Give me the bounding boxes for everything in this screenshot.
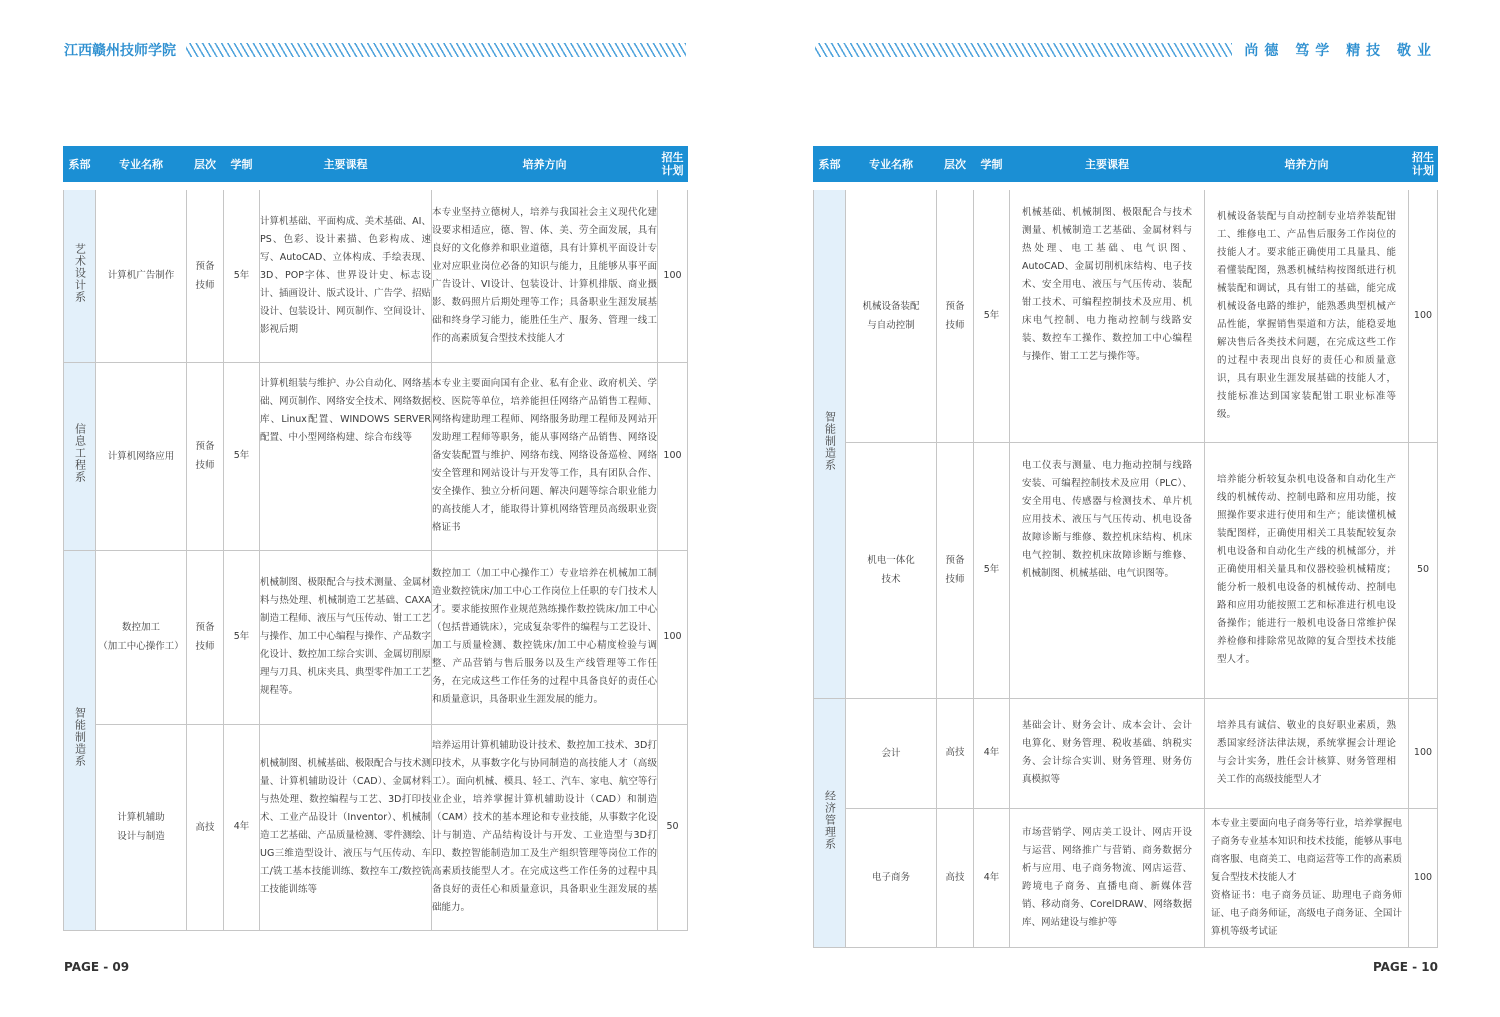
table-row [64,724,688,930]
years-cell: 5年 [974,442,1010,698]
col-header-dept: 系部 [64,146,96,186]
level-text: 预备技师 [195,622,215,652]
table-row [64,550,688,724]
table-row [814,186,1438,442]
left-program-table [63,146,688,931]
col-header-plan: 招生计划 [1409,146,1438,186]
direction-cell: 本专业主要面向电子商务等行业，培养掌握电子商务专业基本知识和技术技能，能够从事电商客服、电商美工、电商运营等工作的高素质复合型技术技能人才 资格证书：电子商务员证、助理电子商务师证、电子商务师证，高级电子商务证、全国计算机等级考试证 [1205,808,1409,947]
col-header-direction: 培养方向 [1205,146,1409,186]
dept-cell [814,698,846,947]
dept-cell [64,550,96,930]
table-header-row [814,146,1438,186]
direction-cell: 培养运用计算机辅助设计技术、数控加工技术、3D打印技术，从事数字化与协同制造的高技能人才（高级工）。面向机械、模具、轻工、汽车、家电、航空等行业企业，培养掌握计算机辅助设计（CAD）和制造（CAM）技术的基本理论和专业技能，从事数字化设计与制造、产品结构设计与开发、工业造型与3D打印、数控智能制造加工及生产组织管理等岗位工作的高素质技能型人才。在完成这些工作任务的过程中具备良好的责任心和质量意识，具备职业生涯发展的基础能力。 [432,724,658,930]
major-name: 计算机广告制作 [96,186,187,362]
major-name: 机械设备装配 与自动控制 [846,186,937,442]
courses-cell: 计算机组装与维护、办公自动化、网络基础、网页制作、网络安全技术、网络数据库、Linux配置、WINDOWS SERVER 配置、中小型网络构建、综合布线等 [260,362,432,550]
col-header-courses: 主要课程 [260,146,432,186]
courses-cell: 基础会计、财务会计、成本会计、会计电算化、财务管理、税收基础、纳税实务、会计综合实训、财务管理、财务仿真模拟等 [1010,698,1205,808]
plan-cell: 100 [658,186,688,362]
years-cell: 5年 [224,186,260,362]
col-header-plan: 招生计划 [658,146,688,186]
dept-label: 经济管理系 [823,789,837,850]
direction-cell: 培养能分析较复杂机电设备和自动化生产线的机械传动、控制电路和应用功能，按照操作要求进行使用和生产；能读懂机械装配图样，正确使用相关工具装配较复杂机电设备和自动化生产线的机械部分，并正确使用相关量具和仪器校验机械精度；能分析一般机电设备的机械传动、控制电路和应用功能按照工艺和标准进行机电设备操作；能进行一般机电设备日常维护保养检修和排除常见故障的复合型技术技能型人才。 [1205,442,1409,698]
col-header-courses: 主要课程 [1010,146,1205,186]
col-header-direction: 培养方向 [432,146,658,186]
years-cell: 4年 [974,808,1010,947]
level-cell [187,724,224,930]
dept-label: 智能制造系 [73,707,87,767]
major-name: 计算机辅助 设计与制造 [96,724,187,930]
courses-cell: 市场营销学、网店美工设计、网店开设与运营、网络推广与营销、商务数据分析与应用、电子商务物流、网店运营、跨境电子商务、直播电商、新媒体营销、移动商务、CorelDRAW、网络数据库、网站建设与维护等 [1010,808,1205,947]
table-header-row [64,146,688,186]
level-cell [187,362,224,550]
direction-cell: 本专业坚持立德树人，培养与我国社会主义现代化建设要求相适应，德、智、体、美、劳全面发展，具有良好的文化修养和职业道德，具有计算机平面设计专业对应职业岗位必备的知识与能力，且能够从事平面广告设计、VI设计、包装设计、计算机排版、商业摄影、数码照片后期处理等工作；具备职业生涯发展基础和终身学习能力，能胜任生产、服务、管理一线工作的高素质复合型技术技能人才 [432,186,658,362]
table-row [814,808,1438,947]
plan-cell: 100 [658,362,688,550]
plan-cell: 100 [1409,186,1438,442]
major-name: 会计 [846,698,937,808]
left-page-header [64,38,686,62]
courses-cell: 电工仪表与测量、电力拖动控制与线路安装、可编程控制技术及应用（PLC）、安全用电、传感器与检测技术、单片机应用技术、液压与气压传动、机电设备故障诊断与维修、数控机床结构、机床电气控制、数控机床故障诊断与维修、机械制图、机械基础、电气识图等。 [1010,442,1205,698]
col-header-dept: 系部 [814,146,846,186]
plan-cell: 100 [1409,808,1438,947]
col-header-years: 学制 [974,146,1010,186]
direction-cell: 本专业主要面向国有企业、私有企业、政府机关、学校、医院等单位，培养能担任网络产品销售工程师、网络构建助理工程师、网络服务助理工程师及网站开发助理工程师等职务，能从事网络产品销售、网络设备安装配置与维护、网络布线、网络设备巡检、网络安全管理和网站设计与开发等工作，具有团队合作、安全操作、独立分析问题、解决问题等综合职业能力的高技能人才，能取得计算机网络管理员高级职业资格证书 [432,362,658,550]
page-number-right: PAGE - 10 [1372,960,1438,974]
right-page-header [815,38,1437,62]
dept-label: 艺术设计系 [73,242,87,303]
direction-cell: 机械设备装配与自动控制专业培养装配钳工、维修电工、产品售后服务工作岗位的技能人才。要求能正确使用工具量具、能看懂装配图，熟悉机械结构按图纸进行机械装配和调试，具有钳工的基础，能完成机械设备电路的维护，能熟悉典型机械产品性能，掌握销售渠道和方法，能稳妥地解决售后各类技术问题，在完成这些工作的过程中表现出良好的责任心和质量意识，具有职业生涯发展基础的技能人才，技能标准达到国家装配钳工职业标准等级。 [1205,186,1409,442]
table-row [64,362,688,550]
courses-cell: 机械基础、机械制图、极限配合与技术测量、机械制造工艺基础、金属材料与热处理、电工基础、电气识图、AutoCAD、金属切削机床结构、电子技术、安全用电、液压与气压传动、装配钳工技术、可编程控制技术及应用、机床电气控制、电力拖动控制与线路安装、数控车工操作、数控加工中心编程与操作、钳工工艺与操作等。 [1010,186,1205,442]
years-cell: 4年 [224,724,260,930]
level-text: 预备技师 [945,300,965,331]
dept-label: 智能制造系 [823,410,837,471]
level-text: 预备技师 [195,260,215,291]
level-cell [187,550,224,724]
plan-cell: 50 [658,724,688,930]
header-hatch-decoration [186,43,686,57]
right-program-table [813,146,1438,948]
direction-cell: 培养具有诚信、敬业的良好职业素质，熟悉国家经济法律法规，系统掌握会计理论与会计实务，胜任会计核算、财务管理相关工作的高级技能型人才 [1205,698,1409,808]
courses-cell: 机械制图、极限配合与技术测量、金属材料与热处理、机械制造工艺基础、CAXA制造工程师、液压与气压传动、钳工工艺与操作、加工中心编程与操作、产品数字化设计、数控加工综合实训、金属切削原理与刀具、机床夹具、典型零件加工工艺规程等。 [260,550,432,724]
level-text: 高技 [195,821,215,833]
page-number-left: PAGE - 09 [64,960,130,974]
col-header-level: 层次 [187,146,224,186]
level-cell [937,186,974,442]
level-cell: 高技 [937,698,974,808]
plan-cell: 50 [1409,442,1438,698]
school-motto: 尚德 笃学 精技 敬业 [1244,43,1437,59]
years-cell: 4年 [974,698,1010,808]
years-cell: 5年 [224,362,260,550]
courses-cell: 计算机基础、平面构成、美术基础、AI、PS、色彩、设计素描、色彩构成、速写、AutoCAD、立体构成、手绘表现、3D、POP字体、世界设计史、标志设计、插画设计、版式设计、广告学、招贴设计、包装设计、网页制作、空间设计、影视后期 [260,186,432,362]
school-name: 江西赣州技师学院 [64,43,176,59]
dept-label: 信息工程系 [73,423,87,483]
plan-cell: 100 [1409,698,1438,808]
col-header-major: 专业名称 [846,146,937,186]
major-name: 机电一体化 技术 [846,442,937,698]
level-cell [187,186,224,362]
header-hatch-decoration [815,43,1232,57]
level-cell: 高技 [937,808,974,947]
level-text: 预备技师 [945,555,965,585]
major-name: 数控加工 （加工中心操作工） [96,550,187,724]
direction-cell: 数控加工（加工中心操作工）专业培养在机械加工制造业数控铣床/加工中心工作岗位上任职的专门技术人才。要求能按照作业规范熟练操作数控铣床/加工中心（包括普通铣床），完成复杂零件的编程与工艺设计、加工与质量检测、数控铣床/加工中心精度检验与调整、产品营销与售后服务以及生产线管理等工作任务，在完成这些工作任务的过程中具备良好的责任心和质量意识，具备职业生涯发展的能力。 [432,550,658,724]
table-row [814,698,1438,808]
courses-cell: 机械制图、机械基础、极限配合与技术测量、计算机辅助设计（CAD）、金属材料与热处理、数控编程与工艺、3D打印技术、工业产品设计（Inventor）、机械制造工艺基础、产品质量检测、零件测绘、UG三维造型设计、液压与气压传动、车工/铣工基本技能训练、数控车工/数控铣工技能训练等 [260,724,432,930]
table-row [64,186,688,362]
col-header-years: 学制 [224,146,260,186]
years-cell: 5年 [974,186,1010,442]
col-header-level: 层次 [937,146,974,186]
major-name: 电子商务 [846,808,937,947]
years-cell: 5年 [224,550,260,724]
level-cell [937,442,974,698]
plan-cell: 100 [658,550,688,724]
dept-cell [64,362,96,550]
dept-cell [64,186,96,362]
col-header-major: 专业名称 [96,146,187,186]
level-text: 预备技师 [195,441,215,471]
major-name: 计算机网络应用 [96,362,187,550]
table-row [814,442,1438,698]
dept-cell [814,186,846,698]
